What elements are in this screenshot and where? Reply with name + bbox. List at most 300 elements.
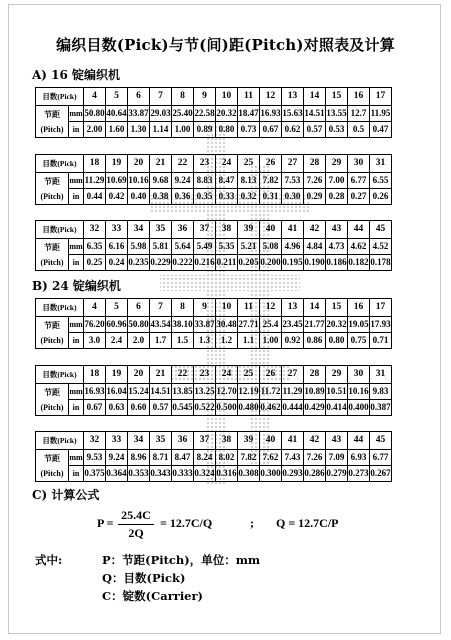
pitch-label-cn: 节距 — [44, 109, 60, 119]
unit-in: in — [69, 255, 84, 271]
mm-value: 6.16 — [106, 239, 128, 255]
mm-value: 13.25 — [194, 384, 216, 400]
in-value: 0.89 — [194, 122, 216, 138]
in-value: 0.387 — [370, 400, 392, 416]
in-value: 2.00 — [84, 122, 106, 138]
pitch-label-cn: 节距 — [44, 242, 60, 252]
in-value: 0.364 — [106, 466, 128, 482]
mm-value: 7.26 — [304, 173, 326, 189]
mm-value: 9.53 — [84, 450, 106, 466]
in-value: 0.40 — [128, 189, 150, 205]
legend-intro: 式中: — [35, 553, 63, 567]
pick-value: 43 — [326, 221, 348, 239]
mm-value: 50.80 — [128, 317, 150, 333]
pitch-row-label — [36, 173, 69, 205]
pick-value: 40 — [260, 432, 282, 450]
pitch-row-label — [36, 384, 69, 416]
unit-mm: mm — [69, 106, 84, 122]
in-value: 0.216 — [194, 255, 216, 271]
mm-value: 21.77 — [304, 317, 326, 333]
mm-value: 33.87 — [194, 317, 216, 333]
pick-value: 35 — [150, 221, 172, 239]
in-value: 1.00 — [260, 333, 282, 349]
in-value: 0.42 — [106, 189, 128, 205]
unit-in: in — [69, 189, 84, 205]
pitch-label-en: (Pitch) — [40, 191, 64, 201]
mm-value: 18.47 — [238, 106, 260, 122]
pick-value: 5 — [106, 299, 128, 317]
page-title: 编织目数(Pick)与节(间)距(Pitch)对照表及计算 — [56, 36, 395, 54]
in-value: 0.186 — [326, 255, 348, 271]
in-value: 1.2 — [216, 333, 238, 349]
formula-q: Q = 12.7C/P — [276, 516, 339, 530]
pitch-row-label — [36, 239, 69, 271]
mm-value: 10.51 — [326, 384, 348, 400]
pick-value: 24 — [216, 155, 238, 173]
pick-value: 28 — [304, 155, 326, 173]
pick-value: 44 — [348, 221, 370, 239]
in-value: 0.273 — [348, 466, 370, 482]
pick-value: 21 — [150, 155, 172, 173]
mm-value: 50.80 — [84, 106, 106, 122]
in-value: 0.29 — [304, 189, 326, 205]
pick-value: 30 — [348, 366, 370, 384]
mm-value: 25.4 — [260, 317, 282, 333]
mm-value: 40.64 — [106, 106, 128, 122]
pick-value: 31 — [370, 155, 392, 173]
pick-value: 30 — [348, 155, 370, 173]
in-value: 0.205 — [238, 255, 260, 271]
mm-value: 5.08 — [260, 239, 282, 255]
legend-p: P：节距(Pitch)，单位：mm — [102, 553, 261, 567]
pick-value: 36 — [172, 432, 194, 450]
in-value: 0.44 — [84, 189, 106, 205]
mm-value: 60.96 — [106, 317, 128, 333]
pick-value: 27 — [282, 366, 304, 384]
pick-value: 45 — [370, 432, 392, 450]
mm-value: 9.24 — [106, 450, 128, 466]
mm-value: 8.96 — [128, 450, 150, 466]
mm-value: 8.47 — [172, 450, 194, 466]
mm-value: 33.87 — [128, 106, 150, 122]
mm-value: 38.10 — [172, 317, 194, 333]
in-value: 0.33 — [216, 189, 238, 205]
pitch-row-label — [36, 317, 69, 349]
pick-value: 4 — [84, 299, 106, 317]
mm-value: 13.55 — [326, 106, 348, 122]
mm-value: 19.05 — [348, 317, 370, 333]
pitch-label-cn: 节距 — [44, 387, 60, 397]
mm-value: 7.09 — [326, 450, 348, 466]
pick-value: 38 — [216, 432, 238, 450]
mm-value: 14.51 — [150, 384, 172, 400]
pick-value: 37 — [194, 432, 216, 450]
mm-value: 12.7 — [348, 106, 370, 122]
formula-p-eq: P = — [97, 516, 114, 530]
pick-value: 32 — [84, 221, 106, 239]
in-value: 0.400 — [348, 400, 370, 416]
pick-value: 29 — [326, 366, 348, 384]
pitch-label-en: (Pitch) — [40, 468, 64, 478]
pick-value: 14 — [304, 88, 326, 106]
pick-value: 16 — [348, 299, 370, 317]
in-value: 2.4 — [106, 333, 128, 349]
mm-value: 11.29 — [84, 173, 106, 189]
pick-value: 17 — [370, 88, 392, 106]
mm-value: 10.89 — [304, 384, 326, 400]
mm-value: 9.83 — [370, 384, 392, 400]
in-value: 0.67 — [84, 400, 106, 416]
in-value: 0.333 — [172, 466, 194, 482]
unit-mm: mm — [69, 450, 84, 466]
mm-value: 12.19 — [238, 384, 260, 400]
pick-header-label: 目数(Pick) — [36, 299, 84, 317]
in-value: 0.316 — [216, 466, 238, 482]
unit-mm: mm — [69, 173, 84, 189]
mm-value: 7.82 — [238, 450, 260, 466]
pick-value: 18 — [84, 155, 106, 173]
pitch-table-3 — [35, 220, 392, 271]
mm-value: 4.52 — [370, 239, 392, 255]
pick-value: 43 — [326, 432, 348, 450]
pick-value: 12 — [260, 299, 282, 317]
mm-value: 20.32 — [216, 106, 238, 122]
pitch-label-en: (Pitch) — [40, 257, 64, 267]
pick-value: 41 — [282, 221, 304, 239]
in-value: 0.279 — [326, 466, 348, 482]
in-value: 0.32 — [238, 189, 260, 205]
mm-value: 14.51 — [304, 106, 326, 122]
unit-mm: mm — [69, 384, 84, 400]
mm-value: 5.64 — [172, 239, 194, 255]
mm-value: 7.26 — [304, 450, 326, 466]
mm-value: 27.71 — [238, 317, 260, 333]
table-row-mm — [36, 173, 392, 189]
in-value: 0.28 — [326, 189, 348, 205]
in-value: 0.462 — [260, 400, 282, 416]
mm-value: 7.62 — [260, 450, 282, 466]
mm-value: 17.93 — [370, 317, 392, 333]
pick-value: 10 — [216, 299, 238, 317]
pick-value: 26 — [260, 366, 282, 384]
pick-value: 22 — [172, 155, 194, 173]
in-value: 1.30 — [128, 122, 150, 138]
mm-value: 7.53 — [282, 173, 304, 189]
mm-value: 5.49 — [194, 239, 216, 255]
table-row-mm — [36, 106, 392, 122]
in-value: 0.480 — [238, 400, 260, 416]
in-value: 1.14 — [150, 122, 172, 138]
in-value: 0.522 — [194, 400, 216, 416]
pick-value: 20 — [128, 155, 150, 173]
pick-value: 12 — [260, 88, 282, 106]
table-row-in — [36, 255, 392, 271]
mm-value: 7.43 — [282, 450, 304, 466]
table-row-picks — [36, 88, 392, 106]
mm-value: 15.63 — [282, 106, 304, 122]
pick-value: 13 — [282, 88, 304, 106]
mm-value: 25.40 — [172, 106, 194, 122]
in-value: 0.38 — [150, 189, 172, 205]
pick-value: 33 — [106, 432, 128, 450]
mm-value: 8.02 — [216, 450, 238, 466]
pick-value: 39 — [238, 221, 260, 239]
mm-value: 10.69 — [106, 173, 128, 189]
pick-value: 11 — [238, 88, 260, 106]
table-row-in — [36, 400, 392, 416]
table-row-mm — [36, 317, 392, 333]
pick-value: 25 — [238, 366, 260, 384]
pick-value: 9 — [194, 299, 216, 317]
mm-value: 7.00 — [326, 173, 348, 189]
formula-denominator: 2Q — [128, 526, 144, 540]
in-value: 0.200 — [260, 255, 282, 271]
pick-value: 24 — [216, 366, 238, 384]
pick-value: 8 — [172, 88, 194, 106]
pick-value: 33 — [106, 221, 128, 239]
legend-q: Q：目数(Pick) — [102, 571, 186, 585]
mm-value: 9.24 — [172, 173, 194, 189]
in-value: 0.182 — [348, 255, 370, 271]
table-row-in — [36, 189, 392, 205]
pick-header-label: 目数(Pick) — [36, 432, 84, 450]
in-value: 0.235 — [128, 255, 150, 271]
pitch-row-label — [36, 106, 69, 138]
in-value: 0.62 — [282, 122, 304, 138]
unit-in: in — [69, 400, 84, 416]
pick-value: 39 — [238, 432, 260, 450]
mm-value: 4.62 — [348, 239, 370, 255]
pick-value: 9 — [194, 88, 216, 106]
pick-header-label: 目数(Pick) — [36, 88, 84, 106]
pick-value: 21 — [150, 366, 172, 384]
pick-value: 34 — [128, 432, 150, 450]
pitch-label-cn: 节距 — [44, 320, 60, 330]
in-value: 0.300 — [260, 466, 282, 482]
in-value: 0.35 — [194, 189, 216, 205]
in-value: 0.73 — [238, 122, 260, 138]
in-value: 0.414 — [326, 400, 348, 416]
mm-value: 11.95 — [370, 106, 392, 122]
in-value: 0.75 — [348, 333, 370, 349]
mm-value: 6.55 — [370, 173, 392, 189]
table-row-mm — [36, 450, 392, 466]
unit-in: in — [69, 466, 84, 482]
mm-value: 43.54 — [150, 317, 172, 333]
pick-value: 35 — [150, 432, 172, 450]
mm-value: 11.72 — [260, 384, 282, 400]
pick-value: 41 — [282, 432, 304, 450]
pick-value: 8 — [172, 299, 194, 317]
mm-value: 12.70 — [216, 384, 238, 400]
in-value: 0.308 — [238, 466, 260, 482]
section-c-heading: C) 计算公式 — [32, 488, 100, 502]
pick-value: 19 — [106, 366, 128, 384]
table-row-mm — [36, 239, 392, 255]
pick-header-label: 目数(Pick) — [36, 155, 84, 173]
in-value: 0.222 — [172, 255, 194, 271]
mm-value: 11.29 — [282, 384, 304, 400]
formula-fraction — [118, 508, 154, 541]
formula-numerator: 25.4C — [118, 508, 154, 525]
pick-value: 15 — [326, 88, 348, 106]
table-row-mm — [36, 384, 392, 400]
mm-value: 6.35 — [84, 239, 106, 255]
pick-value: 40 — [260, 221, 282, 239]
pick-value: 22 — [172, 366, 194, 384]
mm-value: 4.84 — [304, 239, 326, 255]
pick-value: 42 — [304, 432, 326, 450]
mm-value: 30.48 — [216, 317, 238, 333]
in-value: 0.47 — [370, 122, 392, 138]
pick-value: 38 — [216, 221, 238, 239]
in-value: 0.211 — [216, 255, 238, 271]
pitch-table-5 — [35, 365, 392, 416]
in-value: 0.24 — [106, 255, 128, 271]
pick-value: 10 — [216, 88, 238, 106]
in-value: 0.5 — [348, 122, 370, 138]
table-row-picks — [36, 221, 392, 239]
pick-value: 6 — [128, 88, 150, 106]
section-a-heading: A) 16 锭编织机 — [32, 68, 121, 82]
table-row-picks — [36, 432, 392, 450]
pick-value: 6 — [128, 299, 150, 317]
pick-value: 19 — [106, 155, 128, 173]
in-value: 0.500 — [216, 400, 238, 416]
mm-value: 8.24 — [194, 450, 216, 466]
pick-value: 7 — [150, 299, 172, 317]
pick-value: 31 — [370, 366, 392, 384]
unit-mm: mm — [69, 317, 84, 333]
mm-value: 8.83 — [194, 173, 216, 189]
mm-value: 4.73 — [326, 239, 348, 255]
in-value: 0.27 — [348, 189, 370, 205]
mm-value: 22.58 — [194, 106, 216, 122]
in-value: 0.324 — [194, 466, 216, 482]
pick-value: 17 — [370, 299, 392, 317]
in-value: 0.190 — [304, 255, 326, 271]
in-value: 1.5 — [172, 333, 194, 349]
pick-value: 23 — [194, 366, 216, 384]
pitch-table-6 — [35, 431, 392, 482]
pick-value: 28 — [304, 366, 326, 384]
pitch-row-label — [36, 450, 69, 482]
in-value: 0.286 — [304, 466, 326, 482]
in-value: 1.3 — [194, 333, 216, 349]
in-value: 0.195 — [282, 255, 304, 271]
legend-c: C：锭数(Carrier) — [102, 589, 204, 603]
pitch-table-4 — [35, 298, 392, 349]
in-value: 0.25 — [84, 255, 106, 271]
in-value: 1.7 — [150, 333, 172, 349]
mm-value: 8.13 — [238, 173, 260, 189]
pick-value: 4 — [84, 88, 106, 106]
mm-value: 23.45 — [282, 317, 304, 333]
pick-value: 44 — [348, 432, 370, 450]
mm-value: 5.81 — [150, 239, 172, 255]
mm-value: 8.47 — [216, 173, 238, 189]
pick-value: 29 — [326, 155, 348, 173]
formula-p-rhs: = 12.7C/Q — [160, 516, 213, 530]
pick-header-label: 目数(Pick) — [36, 366, 84, 384]
mm-value: 5.21 — [238, 239, 260, 255]
pick-value: 37 — [194, 221, 216, 239]
in-value: 0.267 — [370, 466, 392, 482]
in-value: 0.80 — [326, 333, 348, 349]
pick-value: 11 — [238, 299, 260, 317]
table-row-picks — [36, 299, 392, 317]
pick-value: 36 — [172, 221, 194, 239]
mm-value: 9.68 — [150, 173, 172, 189]
table-row-in — [36, 466, 392, 482]
mm-value: 76.20 — [84, 317, 106, 333]
unit-in: in — [69, 122, 84, 138]
pick-value: 45 — [370, 221, 392, 239]
mm-value: 5.35 — [216, 239, 238, 255]
in-value: 0.53 — [326, 122, 348, 138]
table-row-in — [36, 122, 392, 138]
in-value: 1.00 — [172, 122, 194, 138]
mm-value: 8.71 — [150, 450, 172, 466]
unit-mm: mm — [69, 239, 84, 255]
pick-value: 7 — [150, 88, 172, 106]
pitch-table-2 — [35, 154, 392, 205]
mm-value: 16.04 — [106, 384, 128, 400]
in-value: 0.92 — [282, 333, 304, 349]
in-value: 0.57 — [150, 400, 172, 416]
pick-value: 26 — [260, 155, 282, 173]
in-value: 0.178 — [370, 255, 392, 271]
in-value: 0.57 — [304, 122, 326, 138]
pick-value: 13 — [282, 299, 304, 317]
in-value: 0.31 — [260, 189, 282, 205]
in-value: 0.444 — [282, 400, 304, 416]
pitch-label-en: (Pitch) — [40, 335, 64, 345]
pick-value: 18 — [84, 366, 106, 384]
in-value: 0.60 — [128, 400, 150, 416]
in-value: 0.429 — [304, 400, 326, 416]
in-value: 0.343 — [150, 466, 172, 482]
unit-in: in — [69, 333, 84, 349]
in-value: 0.545 — [172, 400, 194, 416]
table-row-in — [36, 333, 392, 349]
mm-value: 15.24 — [128, 384, 150, 400]
mm-value: 4.96 — [282, 239, 304, 255]
mm-value: 6.77 — [348, 173, 370, 189]
table-row-picks — [36, 366, 392, 384]
in-value: 0.36 — [172, 189, 194, 205]
in-value: 0.63 — [106, 400, 128, 416]
pick-value: 23 — [194, 155, 216, 173]
in-value: 0.353 — [128, 466, 150, 482]
pick-value: 14 — [304, 299, 326, 317]
in-value: 0.30 — [282, 189, 304, 205]
in-value: 0.86 — [304, 333, 326, 349]
in-value: 0.80 — [216, 122, 238, 138]
pitch-table-1 — [35, 87, 392, 138]
pick-value: 5 — [106, 88, 128, 106]
mm-value: 10.16 — [128, 173, 150, 189]
in-value: 3.0 — [84, 333, 106, 349]
in-value: 0.71 — [370, 333, 392, 349]
mm-value: 29.03 — [150, 106, 172, 122]
mm-value: 6.77 — [370, 450, 392, 466]
in-value: 0.375 — [84, 466, 106, 482]
table-row-picks — [36, 155, 392, 173]
mm-value: 7.82 — [260, 173, 282, 189]
in-value: 1.1 — [238, 333, 260, 349]
pick-value: 16 — [348, 88, 370, 106]
